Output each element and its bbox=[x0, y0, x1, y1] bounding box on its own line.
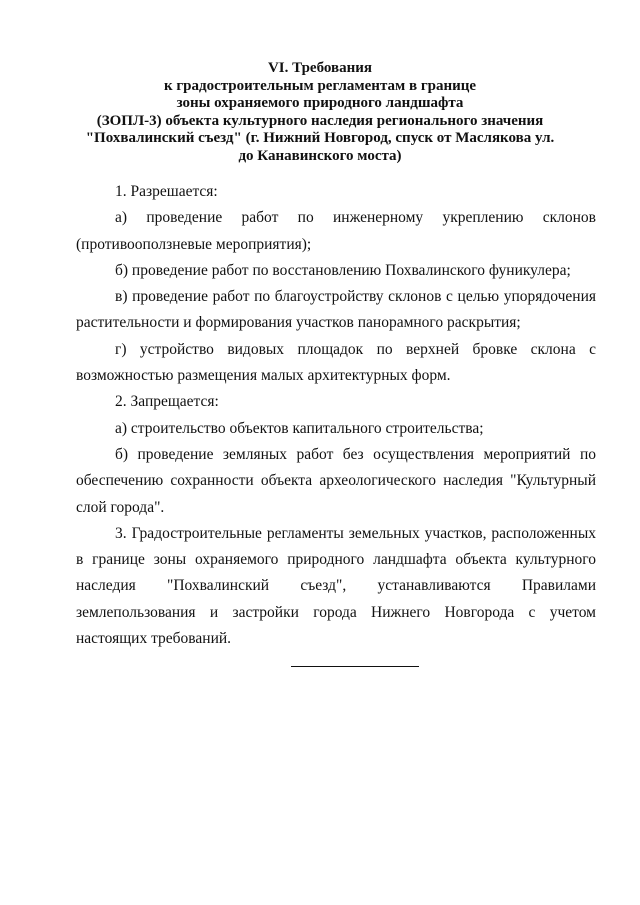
closing-divider-line bbox=[291, 666, 419, 667]
section-heading bbox=[60, 60, 580, 166]
heading-line-1: VI. Требования bbox=[267, 60, 373, 76]
paragraph-regulations: 3. Градостроительные регламенты земельных участков, расположенных в границе зоны охраняемого природного ландшафта объекта культурного наследия "Похвалинский съезд", устанавливаются Правилами землепользования и застройки города Нижнего Новгорода с учетом настоящих требований. bbox=[76, 524, 596, 648]
heading-line-6: до Канавинского моста) bbox=[238, 147, 402, 164]
heading-line-5: "Похвалинский съезд" (г. Нижний Новгород, спуск от Маслякова ул. bbox=[85, 130, 555, 147]
heading-line-2: к градостроительным регламентам в границе bbox=[163, 77, 477, 94]
paragraph-permitted-title: 1. Разрешается: bbox=[115, 183, 218, 200]
paragraph-prohibited-title: 2. Запрещается: bbox=[115, 393, 219, 411]
heading-line-3: зоны охраняемого природного ландшафта bbox=[176, 95, 464, 112]
paragraph-prohibited-b: б) проведение земляных работ без осуществления мероприятий по обеспечению сохранности объекта археологического наследия "Культурный слой города". bbox=[76, 445, 596, 516]
heading-line-4: (ЗОПЛ-3) объекта культурного наследия регионального значения bbox=[96, 112, 544, 129]
paragraph-permitted-d: г) устройство видовых площадок по верхней бровке склона с возможностью размещения малых архитектурных форм. bbox=[76, 340, 596, 385]
paragraph-permitted-c: в) проведение работ по благоустройству склонов с целью упорядочения растительности и формирования участков панорамного раскрытия; bbox=[76, 288, 596, 332]
document-body bbox=[76, 179, 596, 652]
paragraph-permitted-a: а) проведение работ по инженерному укреплению склонов (противооползневые мероприятия); bbox=[76, 209, 596, 253]
paragraph-permitted-b: б) проведение работ по восстановлению Похвалинского фуникулера; bbox=[115, 261, 571, 279]
paragraph-prohibited-a: а) строительство объектов капитального строительства; bbox=[115, 419, 484, 437]
